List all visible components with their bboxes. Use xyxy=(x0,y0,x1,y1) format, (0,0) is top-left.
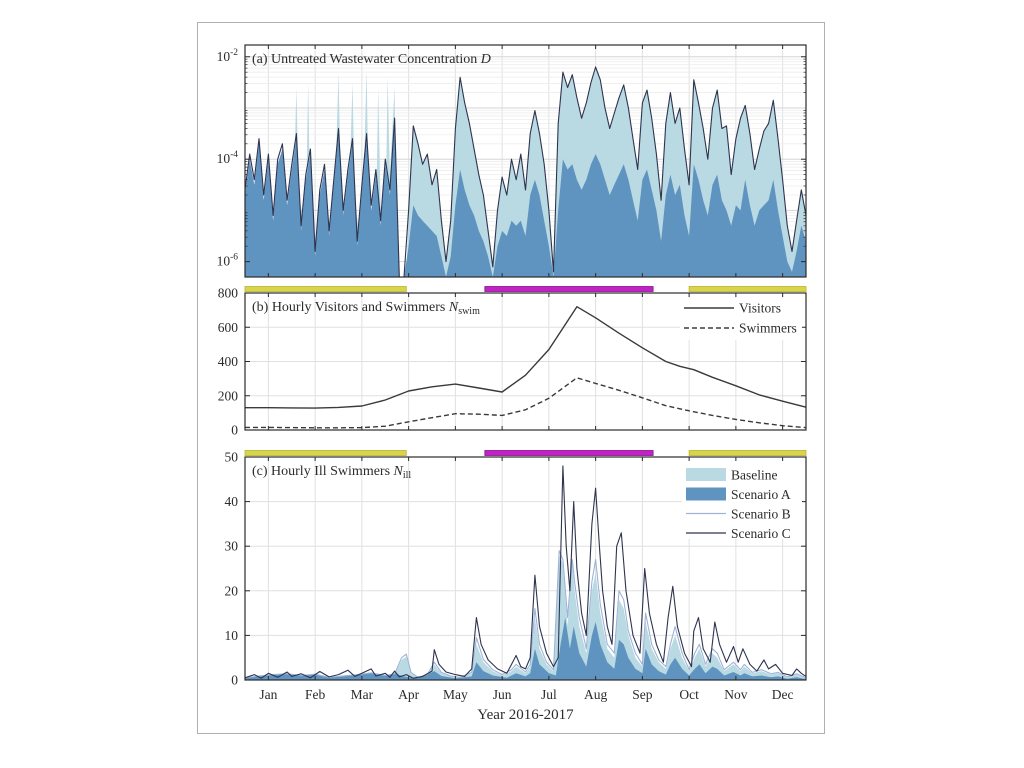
legend-label: Swimmers xyxy=(739,320,797,336)
season-bar-swim-season xyxy=(485,287,653,292)
y-tick-label: $10^{-2}$ xyxy=(216,47,238,64)
series-area-baseline xyxy=(245,555,806,680)
panel-title: (b) Hourly Visitors and Swimmers $N_{swim}$ xyxy=(252,300,480,317)
month-label: May xyxy=(443,687,468,702)
y-tick-label: 40 xyxy=(224,494,238,510)
month-label: Dec xyxy=(771,687,794,702)
month-label: Jan xyxy=(259,687,278,702)
series-line-scenario-b xyxy=(245,551,806,678)
legend-label: Visitors xyxy=(739,300,781,316)
season-bar-off-season xyxy=(689,287,806,292)
legend-label: Scenario C xyxy=(731,526,791,541)
month-label: Apr xyxy=(398,687,420,702)
panel-a xyxy=(217,45,806,277)
y-tick-label: 20 xyxy=(224,583,238,599)
month-label: Jun xyxy=(492,687,512,702)
y-tick-label: 400 xyxy=(217,354,238,369)
y-tick-label: 0 xyxy=(231,672,238,688)
y-tick-label: 30 xyxy=(224,538,238,554)
y-tick-label: 800 xyxy=(217,285,238,301)
y-tick-label: 10 xyxy=(224,627,238,643)
month-label: Mar xyxy=(350,687,374,702)
season-bar-off-season xyxy=(689,451,806,456)
figure-root xyxy=(217,45,806,723)
y-tick-label: $10^{-4}$ xyxy=(216,150,238,167)
y-tick-label: $10^{-6}$ xyxy=(216,252,238,269)
legend-panel-b xyxy=(680,298,802,340)
y-tick-label: 0 xyxy=(231,422,238,438)
legend-label: Scenario A xyxy=(731,487,791,502)
panel-title: (a) Untreated Wastewater Concentration D xyxy=(252,52,491,67)
month-label: Jul xyxy=(540,687,557,702)
legend-label: Scenario B xyxy=(731,506,791,522)
y-tick-label: 600 xyxy=(217,319,238,335)
season-bar-swim-season xyxy=(485,451,653,456)
legend-panel-c xyxy=(682,461,802,541)
legend-label: Baseline xyxy=(731,467,778,483)
y-tick-label: 200 xyxy=(217,388,238,404)
month-label: Aug xyxy=(584,687,608,702)
month-label: Oct xyxy=(679,687,699,702)
legend-swatch-baseline xyxy=(686,468,726,481)
legend-swatch-scenario-a xyxy=(686,488,726,501)
x-axis-title: Year 2016-2017 xyxy=(477,707,574,723)
y-tick-label: 50 xyxy=(224,449,238,465)
month-label: Sep xyxy=(632,687,653,702)
month-label: Feb xyxy=(305,687,326,702)
x-axis-labels xyxy=(259,687,793,723)
season-bar-off-season xyxy=(245,451,406,456)
series-line-swimmers xyxy=(245,378,806,428)
month-label: Nov xyxy=(724,687,748,702)
panel-title: (c) Hourly Ill Swimmers $N_{ill}$ xyxy=(252,464,412,481)
season-bar-off-season xyxy=(245,287,406,292)
